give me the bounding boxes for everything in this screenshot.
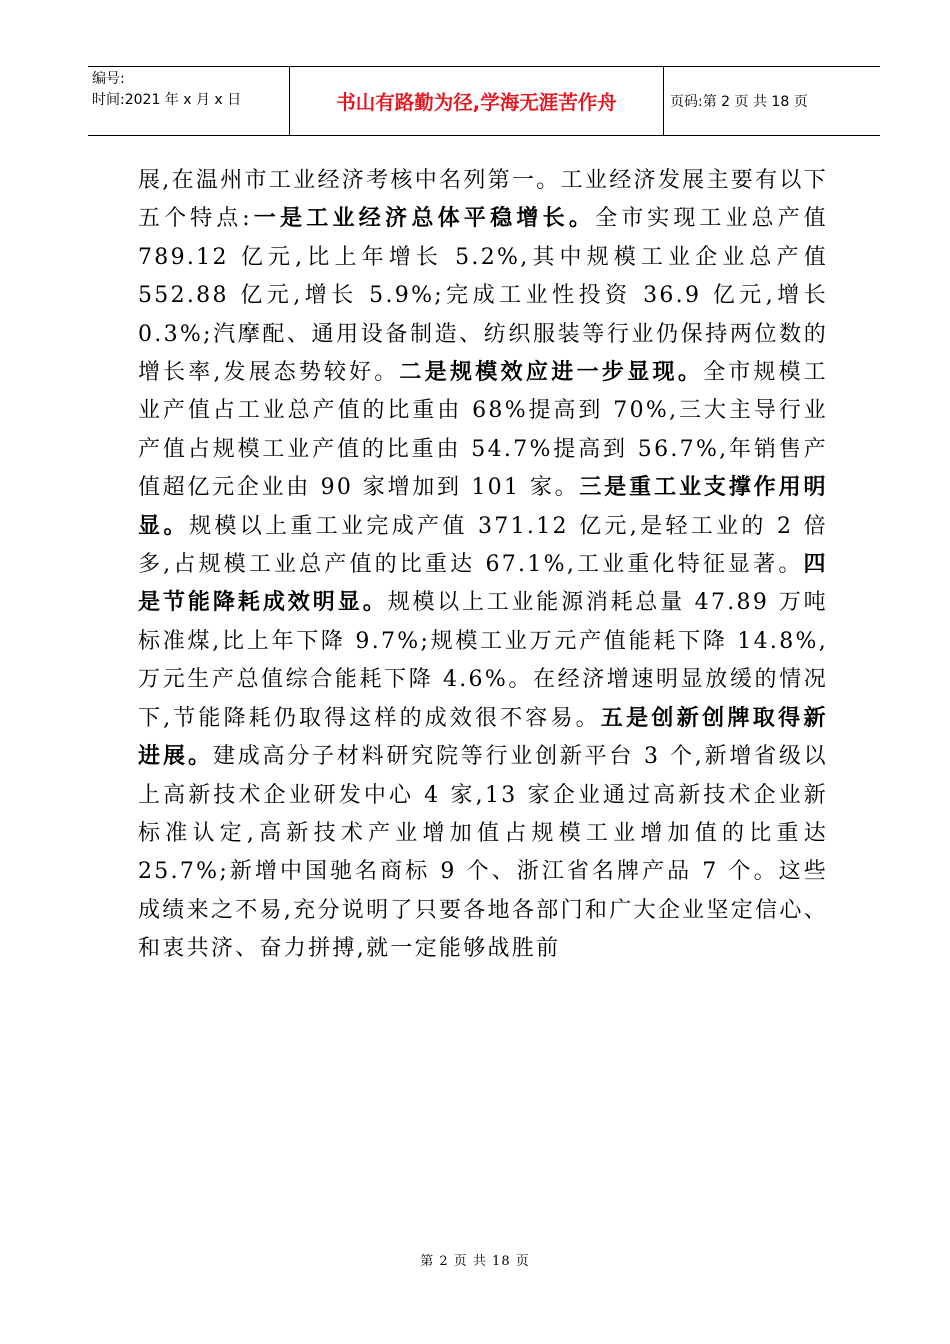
highlight-point-3: 三是重工业支撑作用明显。 — [138, 475, 828, 539]
text-run: 展,在温州市工业经济考核中名列第一。工业经济发展主要有以下五个特点: — [138, 168, 828, 232]
highlight-point-2: 二是规模效应进一步显现。 — [399, 360, 704, 386]
header-meta — [92, 69, 288, 111]
text-run: 规模以上重工业完成产值 371.12 亿元,是轻工业的 2 倍多,占规模工业总产值的比重达 67.1%,工业重化特征显著。 — [138, 513, 828, 578]
text-run: 建成高分子材料研究院等行业创新平台 3 个,新增省级以上高新技术企业研发中心 4 家,13 家企业通过高新技术企业新标准认定,高新技术产业增加值占规模工业增加值的比重达 25.7%;新增中国驰名商标 9 个、浙江省名牌产品 7 个。这些成绩来之不易,充分说明了只要各地各部门和广大企业坚定信心、和衷共济、奋力拼搏,就一定能够战胜前 — [138, 744, 828, 962]
body-paragraph — [138, 162, 828, 969]
date-label: 时间:2021 年 x 月 x 日 — [92, 92, 242, 108]
text-run: 规模以上工业能源消耗总量 47.89 万吨标准煤,比上年下降 9.7%;规模工业万元产值能耗下降 14.8%,万元生产总值综合能耗下降 4.6%。在经济增速明显放缓的情况下,节能降耗仍取得这样的成效很不容易。 — [138, 590, 828, 731]
highlight-point-4: 四是节能降耗成效明显。 — [138, 552, 828, 616]
doc-number-label: 编号: — [92, 71, 125, 87]
page-footer: 第 2 页 共 18 页 — [420, 1254, 530, 1269]
text-run: 全市规模工业产值占工业总产值的比重由 68%提高到 70%,三大主导行业产值占规模工业产值的比重由 54.7%提高到 56.7%,年销售产值超亿元企业由 90 家增加到 101 家。 — [138, 360, 828, 501]
header-motto: 书山有路勤为径,学海无涯苦作舟 — [336, 91, 617, 114]
page-header — [88, 66, 880, 136]
header-page-info: 页码:第 2 页 共 18 页 — [670, 94, 808, 110]
highlight-point-5: 五是创新创牌取得新进展。 — [138, 705, 828, 770]
text-run: 全市实现工业总产值 789.12 亿元,比上年增长 5.2%,其中规模工业企业总产值 552.88 亿元,增长 5.9%;完成工业性投资 36.9 亿元,增长 0.3%;汽摩配、通用设备制造、纺织服装等行业仍保持两位数的增长率,发展态势较好。 — [138, 206, 828, 386]
highlight-point-1: 一是工业经济总体平稳增长。 — [251, 206, 596, 232]
